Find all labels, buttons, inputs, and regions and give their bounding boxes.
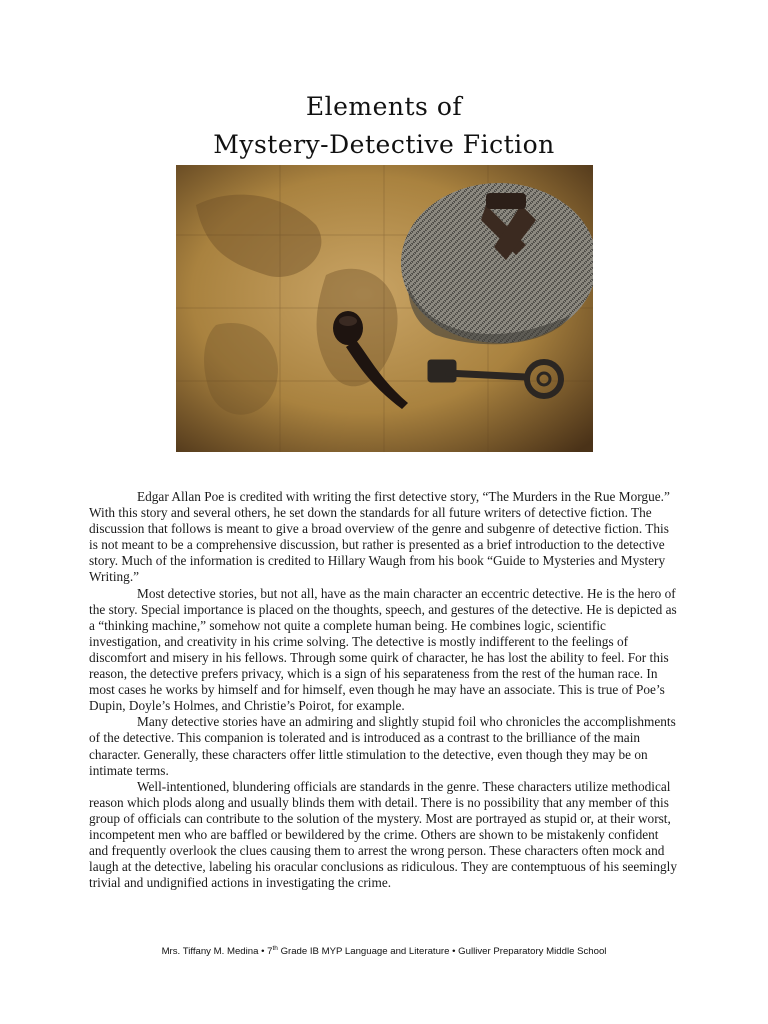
deerstalker-hat [401,183,593,344]
paragraph-3: Many detective stories have an admiring and slightly stupid foil who chronicles the accomplishments of the detective. This companion is tolerated and is introduced as a contrast to the brilliance of the main character. Generally, these characters offer little stimulation to the detective, even though they may be on intimate terms. [89,714,676,778]
footer-course: Grade IB MYP Language and Literature [280,946,450,958]
paragraph-4: Well-intentioned, blundering officials are standards in the genre. These characters utilize methodical reason which plods along and usually blinds them with detail. There is no possibility that any member of this group of officials can contribute to the solution of the mystery. Most are portrayed as stupid or, at their worst, incompetent men who are baffled or bewildered by the crime. Others are shown to be mistakenly confident and frequently overlook the clues causing them to arrest the wrong person. These characters often mock and laugh at the detective, labeling his oracular conclusions as ridiculous. They are contemptuous of his seemingly trivial and undignified actions in investigating the crime. [89,778,677,891]
detective-still-life-image [176,165,593,452]
paragraph-2: Most detective stories, but not all, have as the main character an eccentric detective. He is the hero of the story. Special importance is placed on the thoughts, speech, and gestures of the detective. He is depicted as a “thinking machine,” somehow not quite a complete human being. He combines logic, scientific investigation, and creativity in his crime solving. The detective is mostly indifferent to the feelings of discomfort and misery in his fellows. Through some quirk of character, he has lost the ability to feel. For this reason, the detective prefers privacy, which is a sign of his separateness from the rest of the human race. In most cases he works by himself and for himself, even though he may have an associate. This is true of Poe’s Dupin, Doyle’s Holmes, and Christie’s Poirot, for example. [89,585,677,714]
footer-separator: • [452,946,456,958]
footer-grade-suffix: th [272,945,278,952]
title-line-1: Elements of [305,92,463,121]
title-line-2: Mystery-Detective Fiction [213,130,555,159]
page-title [0,88,768,164]
footer-school: Gulliver Preparatory Middle School [458,946,607,958]
paragraph-1: Edgar Allan Poe is credited with writing the first detective story, “The Murders in the Rue Morgue.” With this story and several others, he set down the standards for all future writers of detective fiction. The discussion that follows is meant to give a broad overview of the genre and subgenre of detective fiction. This is not meant to be a comprehensive discussion, but rather is presented as a brief introduction to the detective story. Much of the information is credited to Hillary Waugh from his book “Guide to Mysteries and Mystery Writing.” [89,489,670,585]
footer-grade-number: 7 [267,946,273,958]
footer-separator: • [261,946,265,958]
footer-teacher: Mrs. Tiffany M. Medina [161,946,259,958]
page-footer [0,945,768,957]
article-body [89,489,679,891]
